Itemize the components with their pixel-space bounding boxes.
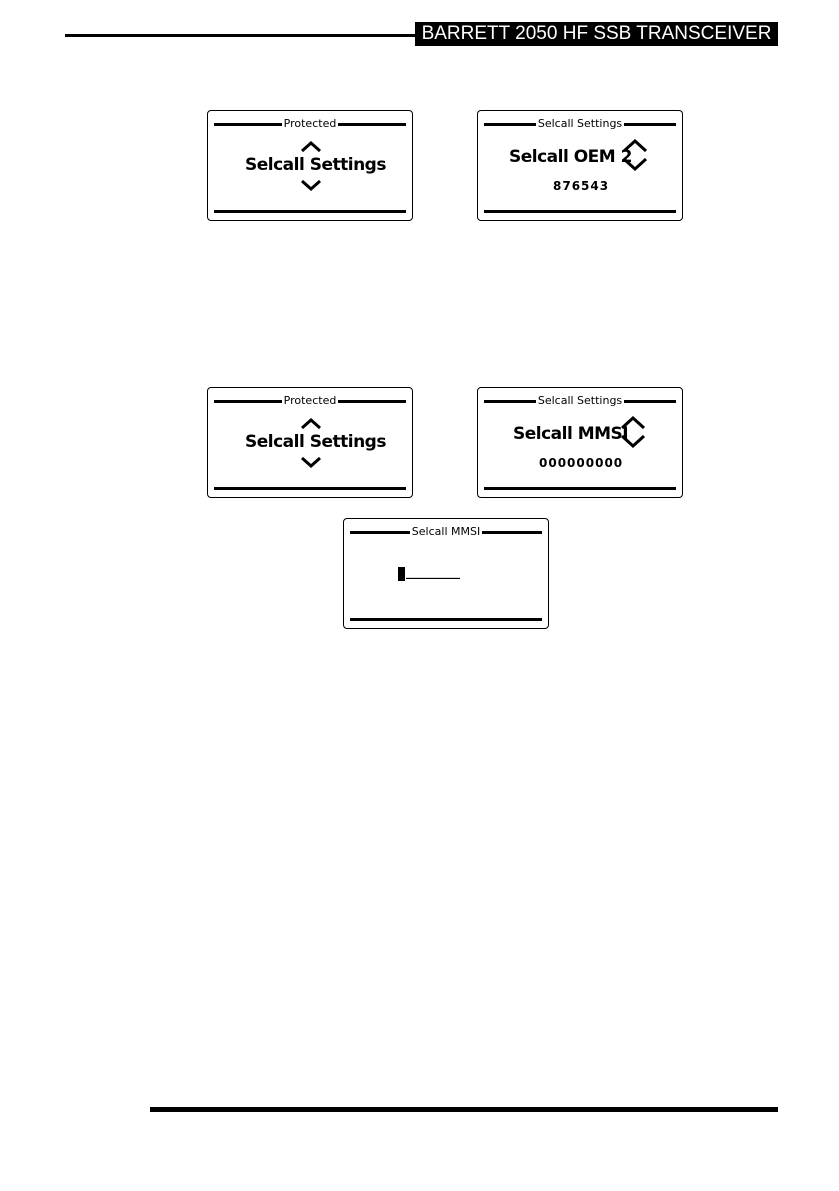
chevron-down-icon [622, 157, 648, 171]
lcd-main-text: Selcall Settings [245, 432, 386, 452]
header-banner: BARRETT 2050 HF SSB TRANSCEIVER [415, 22, 778, 46]
lcd-value: 000000000 [539, 456, 624, 470]
footer-rule [150, 1107, 778, 1112]
lcd-title: Protected [283, 117, 337, 130]
lcd-screen-selcall-oem2 [477, 110, 683, 221]
lcd-title: Selcall Settings [537, 394, 623, 407]
lcd-title-bar [350, 525, 542, 539]
lcd-title-bar [214, 117, 406, 131]
header-rule [65, 34, 415, 37]
lcd-value: 876543 [553, 179, 610, 193]
lcd-main-text: Selcall Settings [245, 155, 386, 175]
chevron-up-icon [300, 418, 322, 430]
lcd-title: Selcall MMSI [411, 525, 481, 538]
lcd-title-bar [214, 394, 406, 408]
chevron-up-icon [622, 139, 648, 153]
lcd-main-text: Selcall OEM 2 [509, 147, 632, 167]
lcd-title-bar [484, 117, 676, 131]
block-cursor-icon [398, 567, 405, 581]
lcd-title: Protected [283, 394, 337, 407]
lcd-title: Selcall Settings [537, 117, 623, 130]
chevron-down-icon [300, 456, 322, 468]
lcd-main-text: Selcall MMSI [513, 424, 629, 444]
chevron-up-icon [300, 141, 322, 153]
chevron-down-icon [300, 179, 322, 191]
lcd-title-bar [484, 394, 676, 408]
chevron-up-icon [620, 416, 646, 430]
chevron-down-icon [620, 434, 646, 448]
lcd-screen-selcall-mmsi [477, 387, 683, 498]
lcd-screen-protected-1 [207, 110, 413, 221]
lcd-screen-mmsi-entry [343, 518, 549, 629]
mmsi-entry-field[interactable]: _________ [406, 565, 460, 579]
lcd-screen-protected-2 [207, 387, 413, 498]
